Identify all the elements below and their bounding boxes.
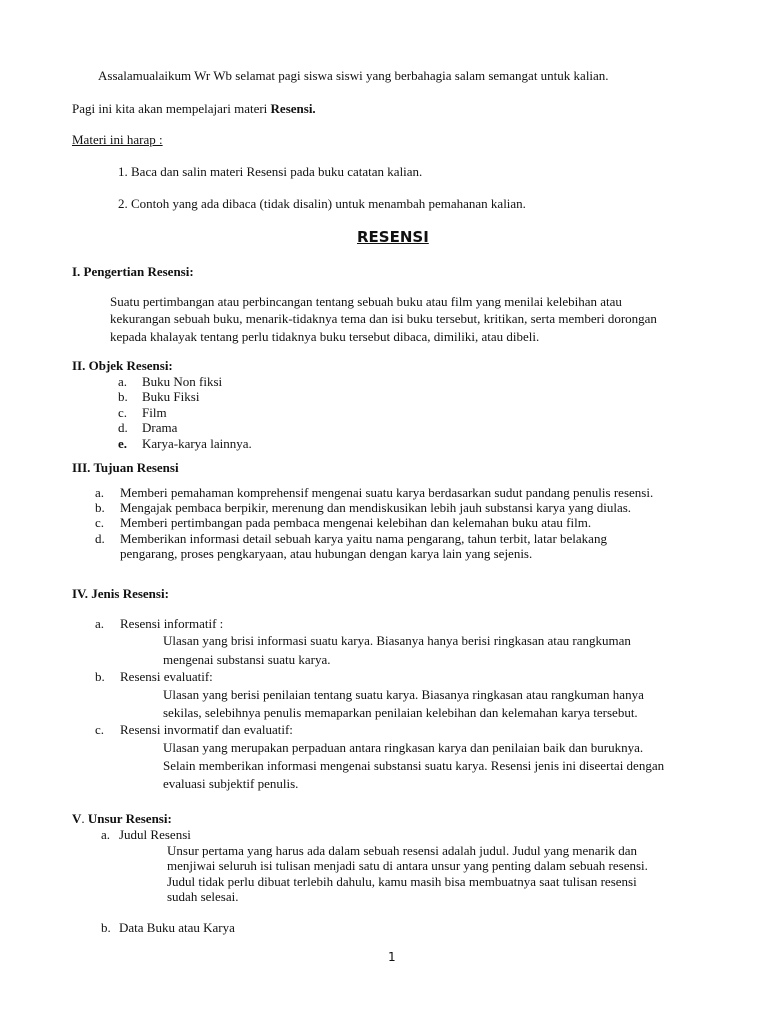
greeting-line: Assalamualaikum Wr Wb selamat pagi siswa siswi yang berbahagia salam semangat untuk kalian. xyxy=(98,68,609,83)
unsur-desc-line: Unsur pertama yang harus ada dalam sebuah resensi adalah judul. Judul yang menarik dan xyxy=(167,843,638,858)
unsur-desc-line: Judul tidak perlu dibuat terlebih dahulu, kamu masih bisa membuatnya saat tulisan resensi xyxy=(167,874,637,889)
list-item: Memberi pertimbangan pada pembaca mengenai kelebihan dan kelemahan buku atau film. xyxy=(120,515,592,530)
pengertian-line-2: kekurangan sebuah buku, menarik-tidaknya tema dan isi buku tersebut, kritikan, serta memberi dorongan xyxy=(110,311,657,326)
pengertian-line-1: Suatu pertimbangan atau perbincangan tentang sebuah buku atau film yang menilai kelebihan atau xyxy=(110,294,622,309)
page-number: 1 xyxy=(388,950,396,964)
list-marker: d. xyxy=(95,531,105,546)
jenis-desc-line: sekilas, selebihnya penulis memaparkan penilaian kelebihan dan kelemahan karya tersebut. xyxy=(163,705,638,720)
list-item: Memberi pemahaman komprehensif mengenai suatu karya berdasarkan sudut pandang penulis resensi. xyxy=(120,485,654,500)
instruction-item-1: 1. Baca dan salin materi Resensi pada buku catatan kalian. xyxy=(118,164,423,179)
intro-line: Pagi ini kita akan mempelajari materi Resensi. xyxy=(72,101,316,116)
list-marker: e. xyxy=(118,436,128,451)
list-marker: b. xyxy=(101,920,111,935)
section-heading-3: III. Tujuan Resensi xyxy=(72,460,179,475)
jenis-desc-line: mengenai substansi suatu karya. xyxy=(163,652,331,667)
list-item: Buku Non fiksi xyxy=(142,374,223,389)
jenis-desc-line: evaluasi subjektif penulis. xyxy=(163,776,299,791)
section-heading-1: I. Pengertian Resensi: xyxy=(72,264,194,279)
pengertian-line-3: kepada khalayak tentang perlu tidaknya buku tersebut dibaca, dimiliki, atau dibeli. xyxy=(110,329,540,344)
section-heading-5: V. Unsur Resensi: xyxy=(72,811,172,826)
list-item: Karya-karya lainnya. xyxy=(142,436,252,451)
list-marker: b. xyxy=(95,500,105,515)
list-item: Mengajak pembaca berpikir, merenung dan mendiskusikan lebih jauh substansi karya yang diulas. xyxy=(120,500,632,515)
jenis-desc-line: Selain memberikan informasi mengenai substansi suatu karya. Resensi jenis ini diseertai dengan xyxy=(163,758,665,773)
list-item: Buku Fiksi xyxy=(142,389,200,404)
list-marker: c. xyxy=(95,515,105,530)
list-item: Resensi informatif : xyxy=(120,616,224,631)
list-item-continuation: pengarang, proses pengkaryaan, atau hubungan dengan karya lain yang sejenis. xyxy=(120,546,533,561)
list-marker: c. xyxy=(95,722,105,737)
list-item: Drama xyxy=(142,420,178,435)
instruction-heading: Materi ini harap : xyxy=(72,132,163,147)
section-heading-4: IV. Jenis Resensi: xyxy=(72,586,169,601)
section-heading-2: II. Objek Resensi: xyxy=(72,358,173,373)
list-item: Data Buku atau Karya xyxy=(119,920,235,935)
list-marker: a. xyxy=(118,374,128,389)
list-item: Memberikan informasi detail sebuah karya yaitu nama pengarang, tahun terbit, latar belakang xyxy=(120,531,607,546)
instruction-item-2: 2. Contoh yang ada dibaca (tidak disalin) untuk menambah pemahanan kalian. xyxy=(118,196,526,211)
list-marker: d. xyxy=(118,420,128,435)
list-marker: a. xyxy=(101,827,111,842)
page-title: RESENSI xyxy=(357,228,429,246)
jenis-desc-line: Ulasan yang brisi informasi suatu karya. Biasanya hanya berisi ringkasan atau rangkuman xyxy=(163,633,631,648)
unsur-desc-line: menjiwai seluruh isi tulisan menjadi satu di antara unsur yang penting dalam sebuah resensi. xyxy=(167,858,648,873)
list-marker: b. xyxy=(95,669,105,684)
list-item: Judul Resensi xyxy=(119,827,191,842)
list-item: Resensi invormatif dan evaluatif: xyxy=(120,722,293,737)
list-item: Resensi evaluatif: xyxy=(120,669,213,684)
list-marker: a. xyxy=(95,616,105,631)
unsur-desc-line: sudah selesai. xyxy=(167,889,239,904)
jenis-desc-line: Ulasan yang berisi penilaian tentang suatu karya. Biasanya ringkasan atau rangkuman hanya xyxy=(163,687,644,702)
list-item: Film xyxy=(142,405,167,420)
list-marker: c. xyxy=(118,405,128,420)
list-marker: a. xyxy=(95,485,105,500)
jenis-desc-line: Ulasan yang merupakan perpaduan antara ringkasan karya dan penilaian baik dan buruknya. xyxy=(163,740,644,755)
list-marker: b. xyxy=(118,389,128,404)
